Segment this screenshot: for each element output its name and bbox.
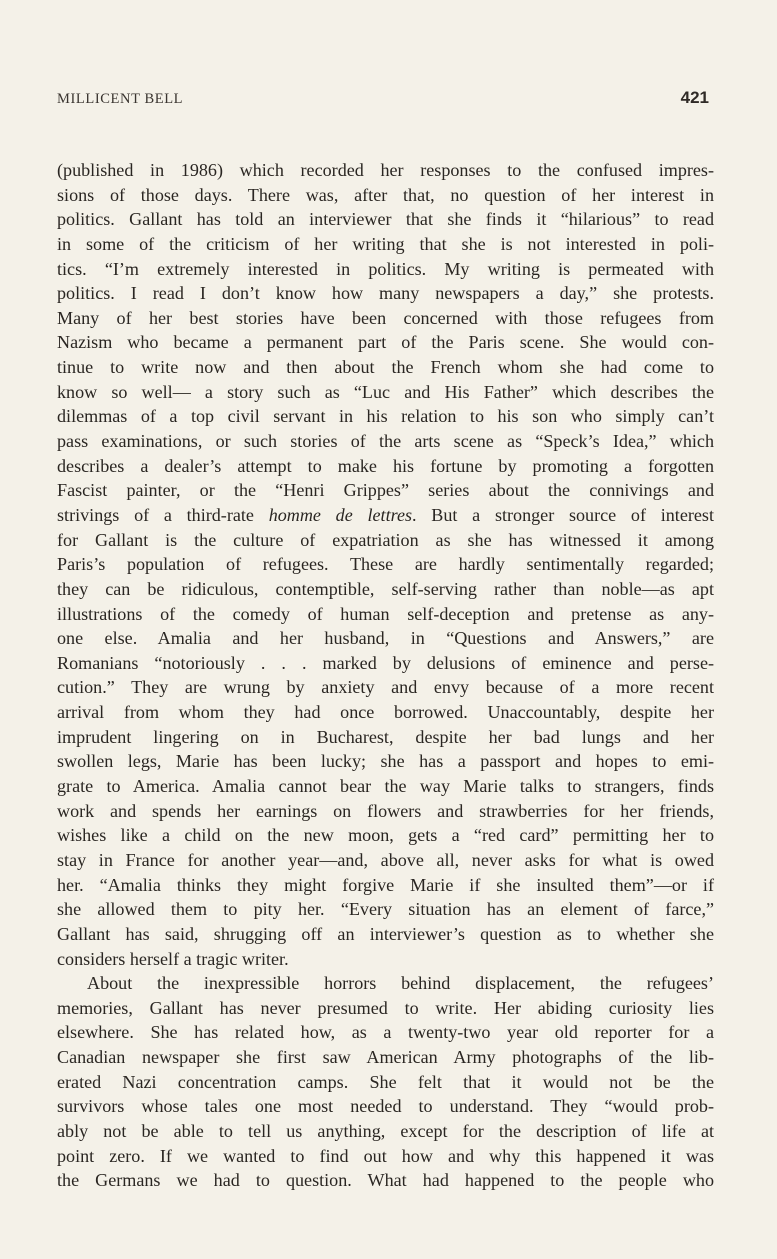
text-line: Nazism who became a permanent part of the Paris scene. She would con-: [57, 332, 714, 353]
text-line: know so well— a story such as “Luc and His Father” which describes the: [57, 381, 714, 402]
text-line: sions of those days. There was, after that, no question of her interest in: [57, 184, 714, 205]
italic-phrase: homme de lettres: [268, 504, 413, 525]
text-line: for Gallant is the culture of expatriation as she has witnessed it among: [57, 529, 714, 550]
text-line: work and spends her earnings on flowers and strawberries for her friends,: [57, 800, 714, 821]
text-line: illustrations of the comedy of human self-deception and pretense as any-: [57, 603, 714, 624]
text-line: About the inexpressible horrors behind displacement, the refugees’: [87, 973, 714, 994]
text-line: swollen legs, Marie has been lucky; she has a passport and hopes to emi-: [57, 751, 714, 772]
text-line: Canadian newspaper she first saw American Army photographs of the lib-: [57, 1047, 714, 1068]
text-line: grate to America. Amalia cannot bear the way Marie talks to strangers, finds: [57, 776, 714, 797]
text-line: she allowed them to pity her. “Every situation has an element of farce,”: [57, 899, 714, 920]
text-line: politics. Gallant has told an interviewer that she finds it “hilarious” to read: [57, 209, 714, 230]
text-line: memories, Gallant has never presumed to write. Her abiding curiosity lies: [57, 997, 714, 1018]
text-line: politics. I read I don’t know how many newspapers a day,” she protests.: [57, 283, 714, 304]
text-line: arrival from whom they had once borrowed. Unaccountably, despite her: [57, 702, 714, 723]
text-line: the Germans we had to question. What had happened to the people who: [57, 1170, 714, 1191]
text-line: in some of the criticism of her writing that she is not interested in poli-: [57, 233, 714, 254]
text-line: Many of her best stories have been concerned with those refugees from: [57, 307, 714, 328]
text-line: describes a dealer’s attempt to make his fortune by promoting a forgotten: [57, 455, 714, 476]
text-line: Romanians “notoriously . . . marked by delusions of eminence and perse-: [57, 652, 714, 673]
text-line: her. “Amalia thinks they might forgive Marie if she insulted them”—or if: [57, 874, 714, 895]
body-text: [57, 158, 714, 1193]
text-line: strivings of a third-rate homme de lettres. But a stronger source of interest: [57, 504, 714, 525]
text-line: imprudent lingering on in Bucharest, despite her bad lungs and her: [57, 726, 714, 747]
page-number: 421: [680, 88, 709, 107]
text-line: Paris’s population of refugees. These are hardly sentimentally regarded;: [57, 554, 714, 575]
text-line: cution.” They are wrung by anxiety and envy because of a more recent: [57, 677, 714, 698]
text-line: erated Nazi concentration camps. She felt that it would not be the: [57, 1071, 714, 1092]
text-line: ably not be able to tell us anything, except for the description of life at: [57, 1120, 714, 1141]
text-line: tinue to write now and then about the French whom she had come to: [57, 357, 714, 378]
text-line: survivors whose tales one most needed to understand. They “would prob-: [57, 1096, 714, 1117]
text-line: dilemmas of a top civil servant in his relation to his son who simply can’t: [57, 406, 714, 427]
text-line: wishes like a child on the new moon, gets a “red card” permitting her to: [57, 825, 714, 846]
text-line: elsewhere. She has related how, as a twenty-two year old reporter for a: [57, 1022, 714, 1043]
text-line: point zero. If we wanted to find out how and why this happened it was: [57, 1145, 714, 1166]
text-line: they can be ridiculous, contemptible, self-serving rather than noble—as apt: [57, 578, 714, 599]
text-line: stay in France for another year—and, above all, never asks for what is owed: [57, 849, 714, 870]
text-line: considers herself a tragic writer.: [57, 948, 289, 969]
text-line: tics. “I’m extremely interested in politics. My writing is permeated with: [57, 258, 714, 279]
text-line: (published in 1986) which recorded her responses to the confused impres-: [57, 160, 714, 180]
text-line: Fascist painter, or the “Henri Grippes” series about the connivings and: [57, 480, 714, 501]
text-line: one else. Amalia and her husband, in “Questions and Answers,” are: [57, 628, 714, 649]
running-head: MILLICENT BELL: [57, 91, 184, 107]
text-line: Gallant has said, shrugging off an interviewer’s question as to whether she: [57, 923, 714, 944]
text-line: pass examinations, or such stories of the arts scene as “Speck’s Idea,” which: [57, 431, 714, 452]
